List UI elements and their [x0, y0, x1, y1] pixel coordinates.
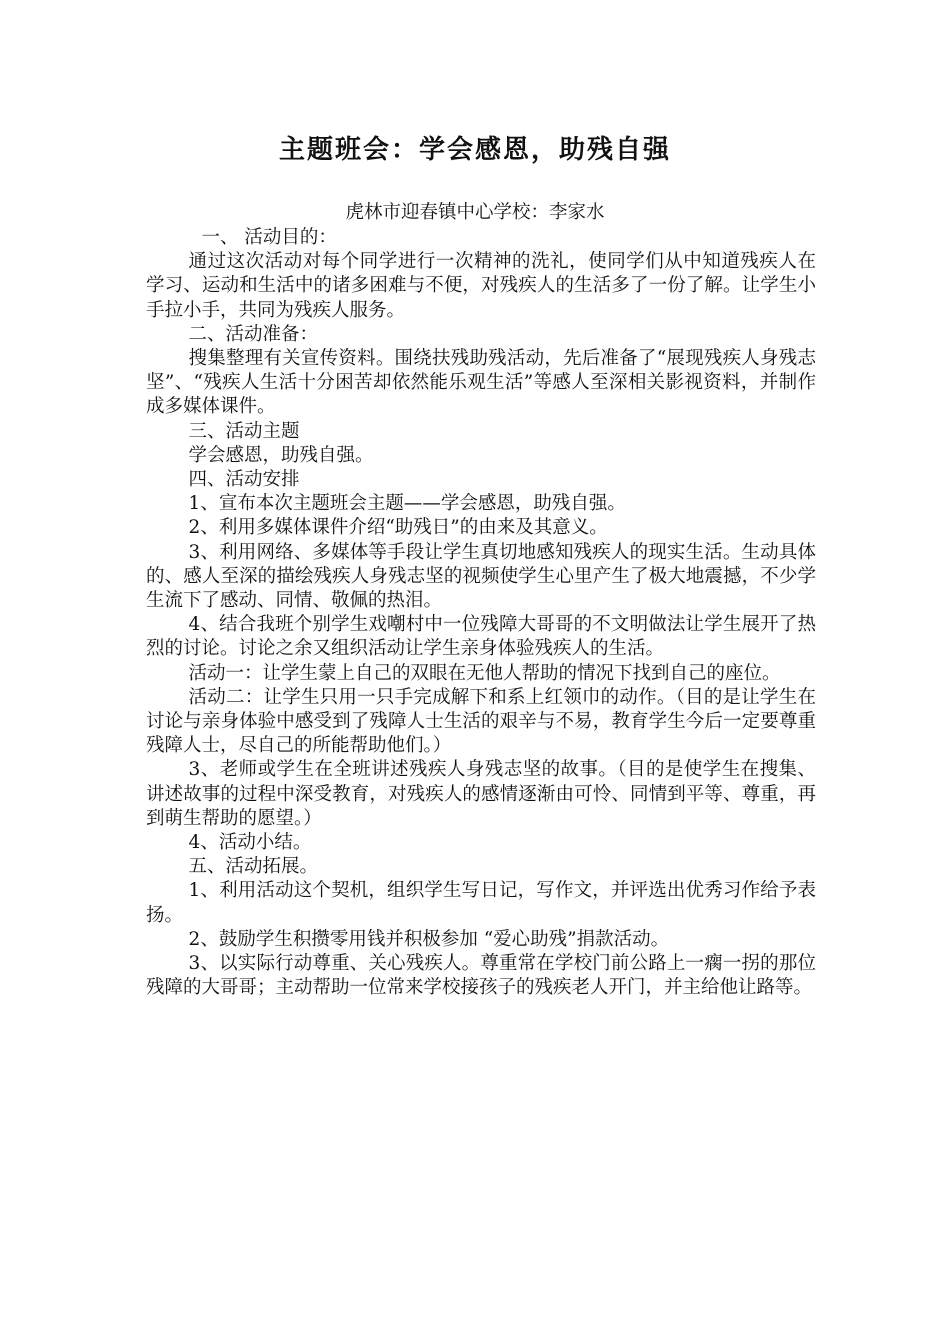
paragraph: 学会感恩，助残自强。	[188, 444, 374, 466]
paragraph: 2、鼓励学生积攒零用钱并积极参加 “爱心助残”捐款活动。	[188, 928, 670, 950]
document-title: 主题班会：学会感恩，助残自强	[278, 135, 671, 165]
section-heading-preparation: 二、活动准备：	[188, 323, 319, 345]
author-line: 虎林市迎春镇中心学校：李家水	[345, 202, 605, 223]
paragraph: 4、活动小结。	[188, 832, 312, 854]
paragraph: 2、利用多媒体课件介绍“助残日”的由来及其意义。	[188, 517, 608, 539]
paragraph: 3、老师或学生在全班讲述残疾人身残志坚的故事。（目的是使学生在搜集、讲述故事的过程中深受教育，对残疾人的感情逐渐由可怜、同情到平等、尊重，再到萌生帮助的愿望。）	[146, 759, 816, 829]
paragraph: 3、利用网络、多媒体等手段让学生真切地感知残疾人的现实生活。生动具体的、感人至深的描绘残疾人身残志坚的视频使学生心里产生了极大地震撼，不少学生流下了感动、同情、敬佩的热泪。	[146, 541, 816, 612]
paragraph: 活动二：让学生只用一只手完成解下和系上红领巾的动作。（目的是让学生在讨论与亲身体验中感受到了残障人士生活的艰辛与不易，教育学生今后一定要尊重残障人士，尽自己的所能帮助他们。）	[146, 686, 816, 757]
paragraph: 4、结合我班个别学生戏嘲村中一位残障大哥哥的不文明做法让学生展开了热烈的讨论。讨论之余又组织活动让学生亲身体验残疾人的生活。	[146, 614, 816, 660]
section-heading-arrangement: 四、活动安排	[188, 469, 300, 491]
paragraph: 1、宣布本次主题班会主题——学会感恩，助残自强。	[188, 493, 626, 515]
paragraph: 活动一：让学生蒙上自己的双眼在无他人帮助的情况下找到自己的座位。	[188, 662, 781, 684]
section-heading-extension: 五、活动拓展。	[188, 856, 319, 878]
paragraph: 1、利用活动这个契机，组织学生写日记，写作文，并评选出优秀习作给予表扬。	[146, 880, 816, 926]
section-heading-purpose: 一、 活动目的：	[201, 227, 337, 248]
section-heading-theme: 三、活动主题	[188, 420, 300, 442]
paragraph: 通过这次活动对每个同学进行一次精神的洗礼，使同学们从中知道残疾人在学习、运动和生活中的诸多困难与不便，对残疾人的生活多了一份了解。让学生小手拉小手，共同为残疾人服务。	[146, 251, 816, 321]
paragraph: 搜集整理有关宣传资料。围绕扶残助残活动，先后准备了“展现残疾人身残志坚”、“残疾人生活十分困苦却依然能乐观生活”等感人至深相关影视资料，并制作成多媒体课件。	[146, 348, 816, 418]
document-body	[146, 226, 816, 1001]
paragraph: 3、以实际行动尊重、关心残疾人。尊重常在学校门前公路上一瘸一拐的那位残障的大哥哥；主动帮助一位常来学校接孩子的残疾老人开门，并主给他让路等。	[146, 953, 816, 999]
